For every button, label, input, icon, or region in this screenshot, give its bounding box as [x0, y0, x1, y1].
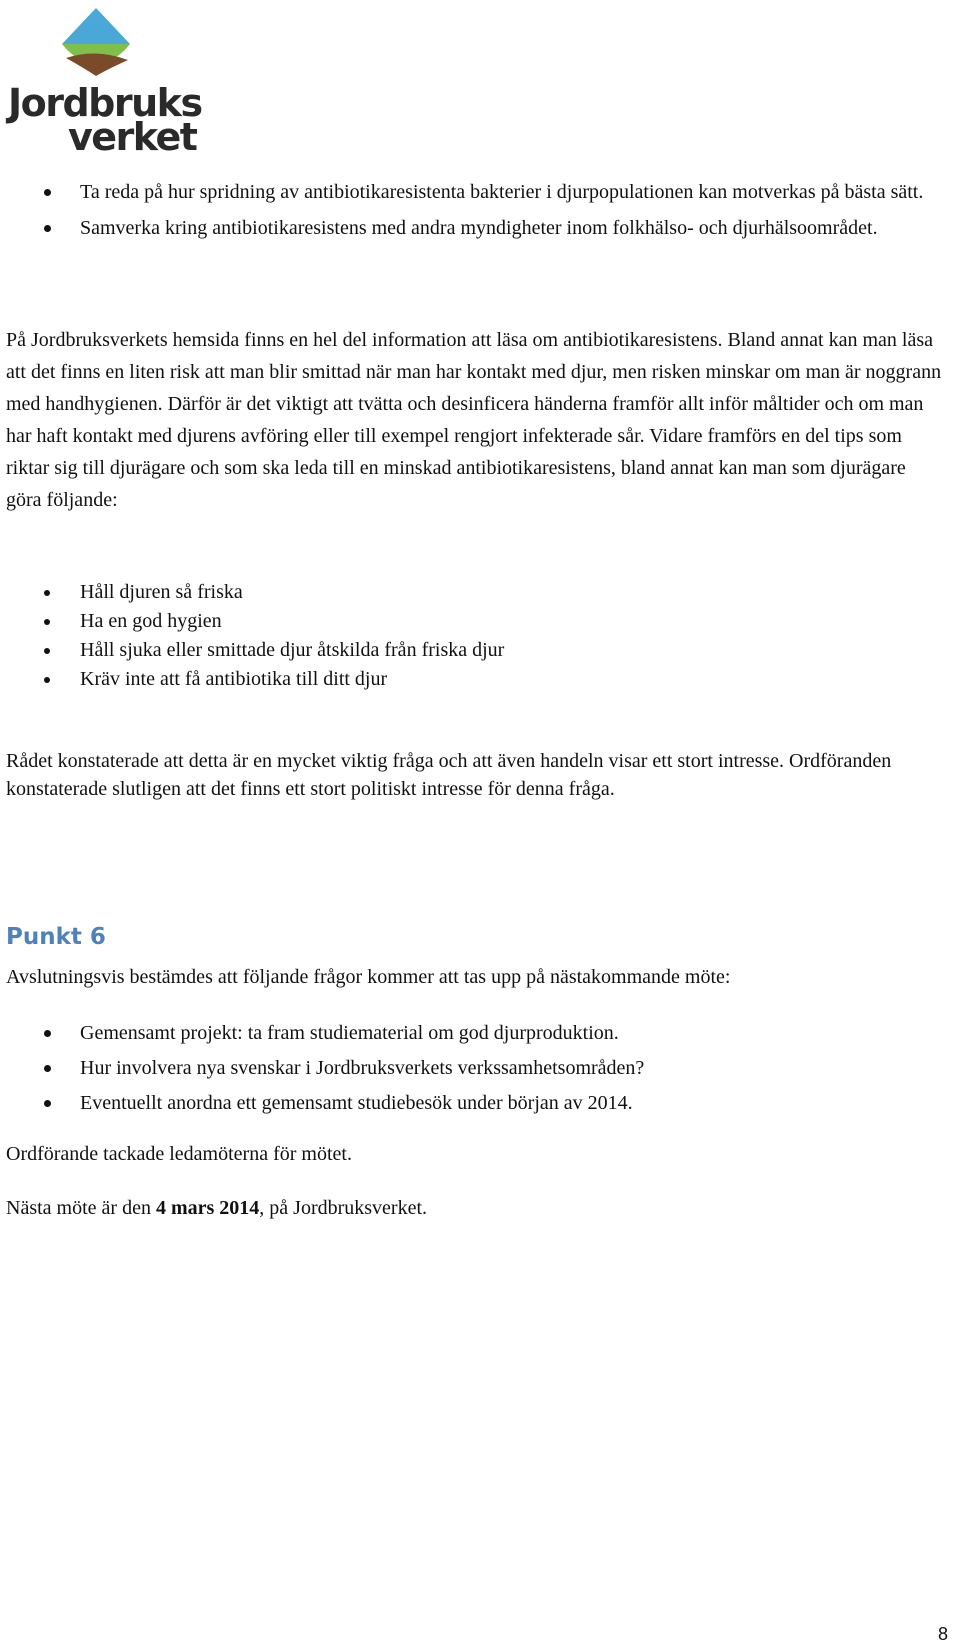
list-item-text: Kräv inte att få antibiotika till ditt djur	[80, 668, 388, 690]
bullet-icon	[44, 1030, 51, 1037]
goals-list	[6, 176, 946, 244]
council-paragraph: Rådet konstaterade att detta är en mycket viktig fråga och att även handeln visar ett stort intresse. Ordföranden konstaterade slutligen att det finns ett stort politiskt intresse för denna fråga.	[6, 750, 892, 800]
closing-paragraph: Avslutningsvis bestämdes att följande frågor kommer att tas upp på nästakommande möte:	[6, 966, 731, 988]
next-meeting-paragraph	[6, 1194, 946, 1222]
thanks-paragraph-block	[6, 1140, 946, 1168]
jordbruksverket-logo	[6, 4, 202, 159]
info-paragraph-block	[6, 324, 946, 516]
bullet-icon	[44, 189, 51, 196]
next-meeting-suffix: , på Jordbruksverket.	[259, 1197, 428, 1219]
council-paragraph-block	[6, 747, 946, 803]
list-item-text: Eventuellt anordna ett gemensamt studiebesök under början av 2014.	[80, 1092, 633, 1114]
list-item-text: Håll djuren så friska	[80, 581, 243, 603]
page-number: 8	[937, 1624, 948, 1644]
bullet-icon	[44, 225, 51, 232]
bullet-icon	[44, 590, 50, 596]
list-item	[6, 665, 946, 694]
topics-list	[6, 1018, 946, 1118]
goals-list-block	[6, 176, 946, 248]
list-item	[6, 578, 946, 607]
list-item-text: Håll sjuka eller smittade djur åtskilda från friska djur	[80, 639, 505, 661]
next-meeting-block	[6, 1194, 946, 1222]
bullet-icon	[44, 677, 50, 683]
bullet-icon	[44, 648, 50, 654]
list-item-text: Hur involvera nya svenskar i Jordbruksverkets verkssamhetsområden?	[80, 1057, 645, 1079]
topics-list-block	[6, 1018, 946, 1123]
list-item	[6, 212, 946, 244]
thanks-paragraph: Ordförande tackade ledamöterna för mötet.	[6, 1143, 352, 1165]
closing-paragraph-block	[6, 963, 946, 991]
list-item	[6, 607, 946, 636]
tips-list	[6, 578, 946, 694]
list-item	[6, 1053, 946, 1083]
jordbruksverket-logo-icon	[56, 4, 136, 84]
list-item-text: Samverka kring antibiotikaresistens med andra myndigheter inom folkhälso- och djurhälsoområdet.	[80, 217, 878, 239]
bullet-icon	[44, 619, 50, 625]
bullet-icon	[44, 1100, 51, 1107]
list-item-text: Gemensamt projekt: ta fram studiematerial om god djurproduktion.	[80, 1022, 619, 1044]
list-item-text: Ha en god hygien	[80, 610, 222, 632]
tips-list-block	[6, 578, 946, 694]
list-item	[6, 636, 946, 665]
next-meeting-date: 4 mars 2014	[155, 1197, 260, 1219]
list-item	[6, 1088, 946, 1118]
list-item	[6, 176, 946, 208]
bullet-icon	[44, 1065, 51, 1072]
logo-text-line1: Jordbruks	[8, 81, 202, 125]
next-meeting-prefix: Nästa möte är den	[6, 1197, 156, 1219]
logo-text-line2: verket	[68, 115, 197, 159]
list-item	[6, 1018, 946, 1048]
list-item-text: Ta reda på hur spridning av antibiotikaresistenta bakterier i djurpopulationen kan motverkas på bästa sätt.	[80, 181, 924, 203]
info-paragraph: På Jordbruksverkets hemsida finns en hel del information att läsa om antibiotikaresistens. Bland annat kan man läsa att det finns en liten risk att man blir smittad när man har kontakt med djur, men risken minskar om man är noggrann med handhygienen. Därför är det viktigt att tvätta och desinficera händerna framför allt inför måltider och om man har haft kontakt med djurens avföring eller till exempel rengjort infekterade sår. Vidare framförs en del tips som riktar sig till djurägare och som ska leda till en minskad antibiotikaresistens, bland annat kan man som djurägare göra följande:	[6, 329, 942, 511]
section-heading: Punkt 6	[6, 924, 106, 950]
